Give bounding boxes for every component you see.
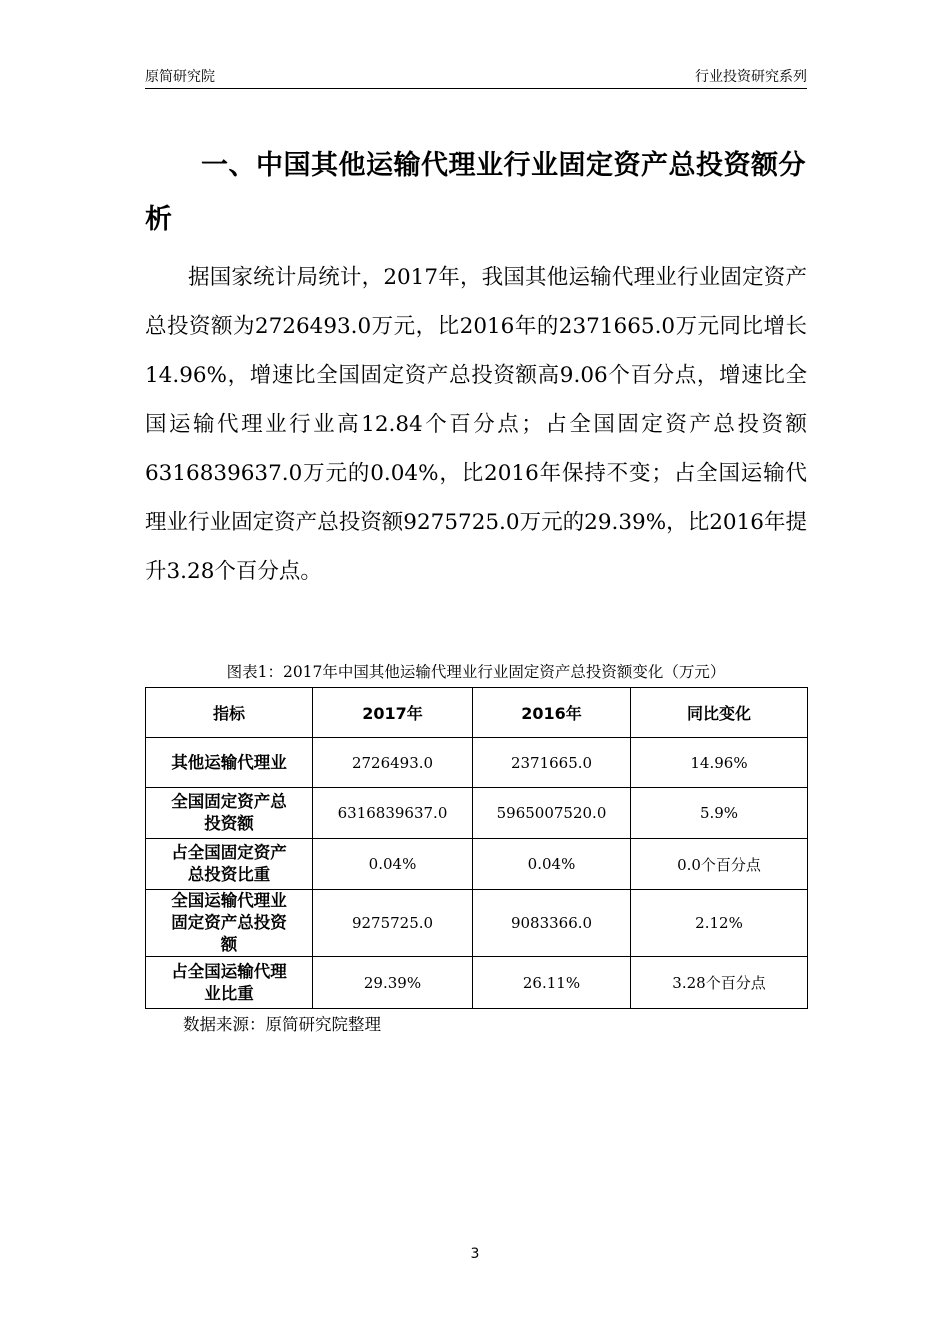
page-header bbox=[145, 66, 807, 90]
table-cell: 3.28个百分点 bbox=[631, 957, 808, 1009]
table-cell: 5965007520.0 bbox=[473, 788, 631, 839]
header-divider bbox=[145, 88, 807, 89]
header-series: 行业投资研究系列 bbox=[695, 69, 807, 85]
table-cell: 14.96% bbox=[631, 738, 808, 788]
header-publisher: 原简研究院 bbox=[145, 69, 215, 85]
table-cell: 0.0个百分点 bbox=[631, 839, 808, 890]
table-cell: 26.11% bbox=[473, 957, 631, 1009]
column-header: 2016年 bbox=[473, 688, 631, 738]
page-number: 3 bbox=[470, 1246, 480, 1262]
table-cell: 2.12% bbox=[631, 890, 808, 957]
column-header: 2017年 bbox=[313, 688, 473, 738]
row-label: 全国固定资产总 投资额 bbox=[146, 788, 313, 839]
row-label: 全国运输代理业 固定资产总投资 额 bbox=[146, 890, 313, 957]
row-label: 占全国运输代理 业比重 bbox=[146, 957, 313, 1009]
investment-table bbox=[145, 687, 808, 1009]
table-cell: 2371665.0 bbox=[473, 738, 631, 788]
section-heading: 一、中国其他运输代理业行业固定资产总投资额分析 bbox=[145, 150, 806, 235]
table-row bbox=[146, 738, 808, 788]
body-paragraph: 据国家统计局统计，2017年，我国其他运输代理业行业固定资产总投资额为2726493.0万元，比2016年的2371665.0万元同比增长14.96%，增速比全国固定资产总投资额高9.06个百分点，增速比全国运输代理业行业高12.84个百分点；占全国固定资产总投资额6316839637.0万元的0.04%，比2016年保持不变；占全国运输代理业行业固定资产总投资额9275725.0万元的29.39%，比2016年提升3.28个百分点。 bbox=[145, 265, 807, 584]
table-cell: 0.04% bbox=[473, 839, 631, 890]
table-cell: 29.39% bbox=[313, 957, 473, 1009]
data-source-note: 数据来源：原简研究院整理 bbox=[183, 1015, 381, 1034]
row-label: 其他运输代理业 bbox=[146, 738, 313, 788]
column-header: 同比变化 bbox=[631, 688, 808, 738]
table-cell: 5.9% bbox=[631, 788, 808, 839]
table-row bbox=[146, 890, 808, 957]
column-header: 指标 bbox=[146, 688, 313, 738]
table-header-row bbox=[146, 688, 808, 738]
table-row bbox=[146, 788, 808, 839]
row-label: 占全国固定资产 总投资比重 bbox=[146, 839, 313, 890]
table-cell: 6316839637.0 bbox=[313, 788, 473, 839]
table-cell: 2726493.0 bbox=[313, 738, 473, 788]
table-row bbox=[146, 839, 808, 890]
table-cell: 9275725.0 bbox=[313, 890, 473, 957]
table-row bbox=[146, 957, 808, 1009]
table-cell: 9083366.0 bbox=[473, 890, 631, 957]
table-cell: 0.04% bbox=[313, 839, 473, 890]
table-caption: 图表1：2017年中国其他运输代理业行业固定资产总投资额变化（万元） bbox=[226, 663, 726, 681]
